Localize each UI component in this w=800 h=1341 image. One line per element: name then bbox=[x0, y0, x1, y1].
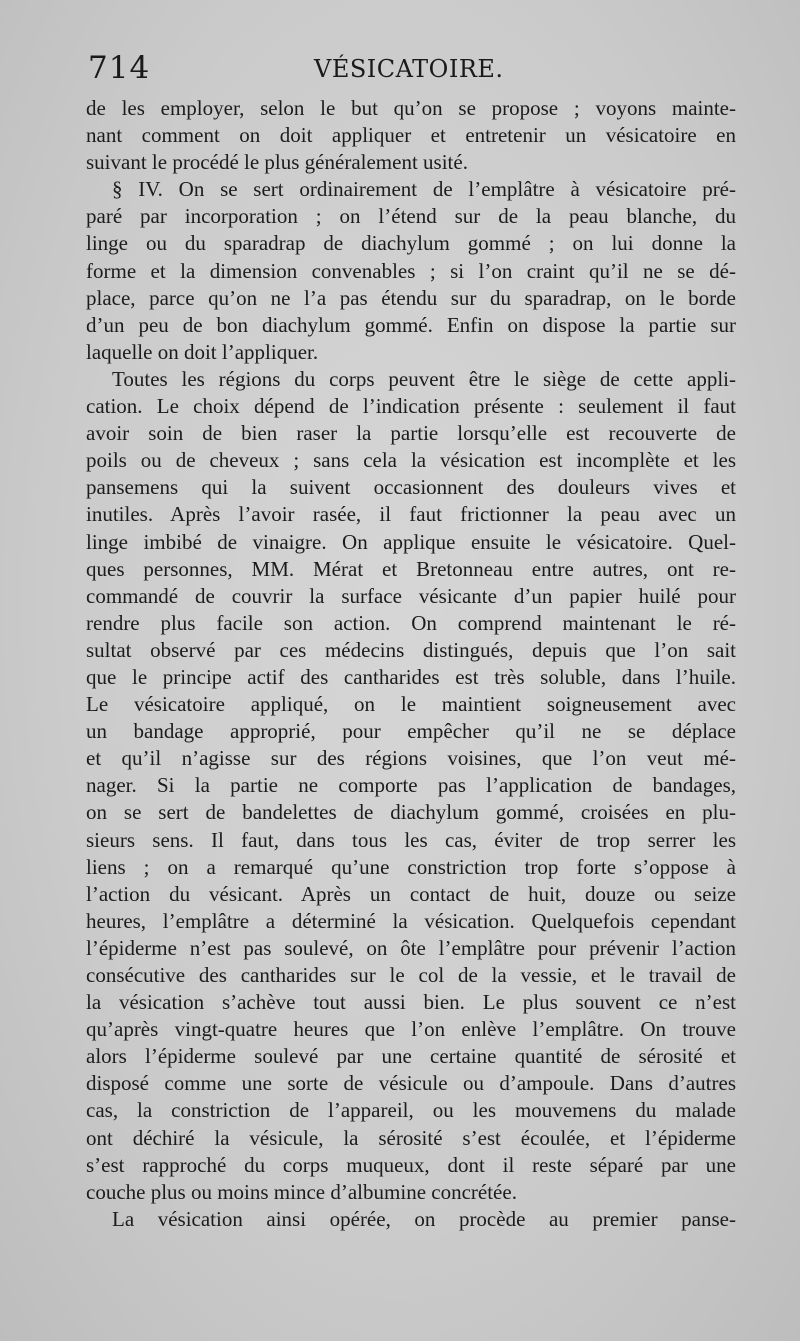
text-line: § IV. On se sert ordinairement de l’emplâtre à vésicatoire pré- bbox=[112, 177, 736, 202]
text-line: linge ou du sparadrap de diachylum gommé ; on lui donne la bbox=[86, 231, 736, 256]
text-line: pansemens qui la suivent occasionnent des douleurs vives et bbox=[86, 475, 736, 500]
text-line: nager. Si la partie ne comporte pas l’application de bandages, bbox=[86, 773, 736, 798]
text-line: de les employer, selon le but qu’on se propose ; voyons mainte- bbox=[86, 96, 736, 120]
text-line: liens ; on a remarqué qu’une constriction trop forte s’oppose à bbox=[86, 854, 736, 879]
text-line: laquelle on doit l’appliquer. bbox=[86, 339, 319, 364]
text-line: la vésication s’achève tout aussi bien. Le plus souvent ce n’est bbox=[86, 990, 736, 1015]
text-line: l’action du vésicant. Après un contact de huit, douze ou seize bbox=[86, 881, 736, 906]
text-line: un bandage approprié, pour empêcher qu’il ne se déplace bbox=[86, 719, 736, 744]
text-line: d’un peu de bon diachylum gommé. Enfin on dispose la partie sur bbox=[86, 312, 736, 337]
text-line: Toutes les régions du corps peuvent être le siège de cette appli- bbox=[112, 366, 736, 391]
text-line: forme et la dimension convenables ; si l’on craint qu’il ne se dé- bbox=[86, 258, 736, 283]
page-number: 714 bbox=[88, 50, 151, 86]
text-line: qu’après vingt-quatre heures que l’on enlève l’emplâtre. On trouve bbox=[86, 1017, 736, 1042]
text-line: heures, l’emplâtre a déterminé la vésication. Quelquefois cependant bbox=[86, 908, 736, 933]
text-line: commandé de couvrir la surface vésicante d’un papier huilé pour bbox=[86, 583, 736, 608]
text-line: ont déchiré la vésicule, la sérosité s’est écoulée, et l’épiderme bbox=[86, 1125, 736, 1150]
text-line: disposé comme une sorte de vésicule ou d’ampoule. Dans d’autres bbox=[86, 1071, 736, 1096]
text-line: on se sert de bandelettes de diachylum gommé, croisées en plu- bbox=[86, 800, 736, 825]
text-line: paré par incorporation ; on l’étend sur de la peau blanche, du bbox=[86, 204, 736, 229]
text-line: suivant le procédé le plus généralement usité. bbox=[86, 150, 468, 175]
text-line: inutiles. Après l’avoir rasée, il faut frictionner la peau avec un bbox=[86, 502, 736, 527]
text-line: cation. Le choix dépend de l’indication présente : seulement il faut bbox=[86, 394, 736, 419]
text-line: nant comment on doit appliquer et entretenir un vésicatoire en bbox=[86, 123, 736, 148]
text-line: Le vésicatoire appliqué, on le maintient soigneusement avec bbox=[86, 692, 736, 717]
text-line: place, parce qu’on ne l’a pas étendu sur du sparadrap, on le borde bbox=[86, 285, 736, 310]
text-line: linge imbibé de vinaigre. On applique ensuite le vésicatoire. Quel- bbox=[86, 529, 736, 554]
body-text bbox=[86, 95, 736, 1233]
text-line: avoir soin de bien raser la partie lorsqu’elle est recouverte de bbox=[86, 421, 736, 446]
text-line: poils ou de cheveux ; sans cela la vésication est incomplète et les bbox=[86, 448, 736, 473]
text-line: que le principe actif des cantharides est très soluble, dans l’huile. bbox=[86, 664, 736, 689]
running-title: VÉSICATOIRE. bbox=[314, 55, 504, 83]
text-line: sieurs sens. Il faut, dans tous les cas, éviter de trop serrer les bbox=[86, 827, 736, 852]
text-line: rendre plus facile son action. On comprend maintenant le ré- bbox=[86, 610, 736, 635]
text-line: l’épiderme n’est pas soulevé, on ôte l’emplâtre pour prévenir l’action bbox=[86, 935, 736, 960]
text-line: alors l’épiderme soulevé par une certaine quantité de sérosité et bbox=[86, 1044, 736, 1069]
text-line: et qu’il n’agisse sur des régions voisines, que l’on veut mé- bbox=[86, 746, 736, 771]
text-line: cas, la constriction de l’appareil, ou les mouvemens du malade bbox=[86, 1098, 736, 1123]
text-line: s’est rapproché du corps muqueux, dont il reste séparé par une bbox=[86, 1152, 736, 1177]
page-header bbox=[88, 50, 738, 94]
text-line: sultat observé par ces médecins distingués, depuis que l’on sait bbox=[86, 637, 736, 662]
text-line: La vésication ainsi opérée, on procède au premier panse- bbox=[112, 1206, 736, 1231]
text-line: consécutive des cantharides sur le col de la vessie, et le travail de bbox=[86, 963, 736, 987]
text-line: ques personnes, MM. Mérat et Bretonneau entre autres, ont re- bbox=[86, 556, 736, 581]
text-line: couche plus ou moins mince d’albumine concrétée. bbox=[86, 1179, 517, 1204]
